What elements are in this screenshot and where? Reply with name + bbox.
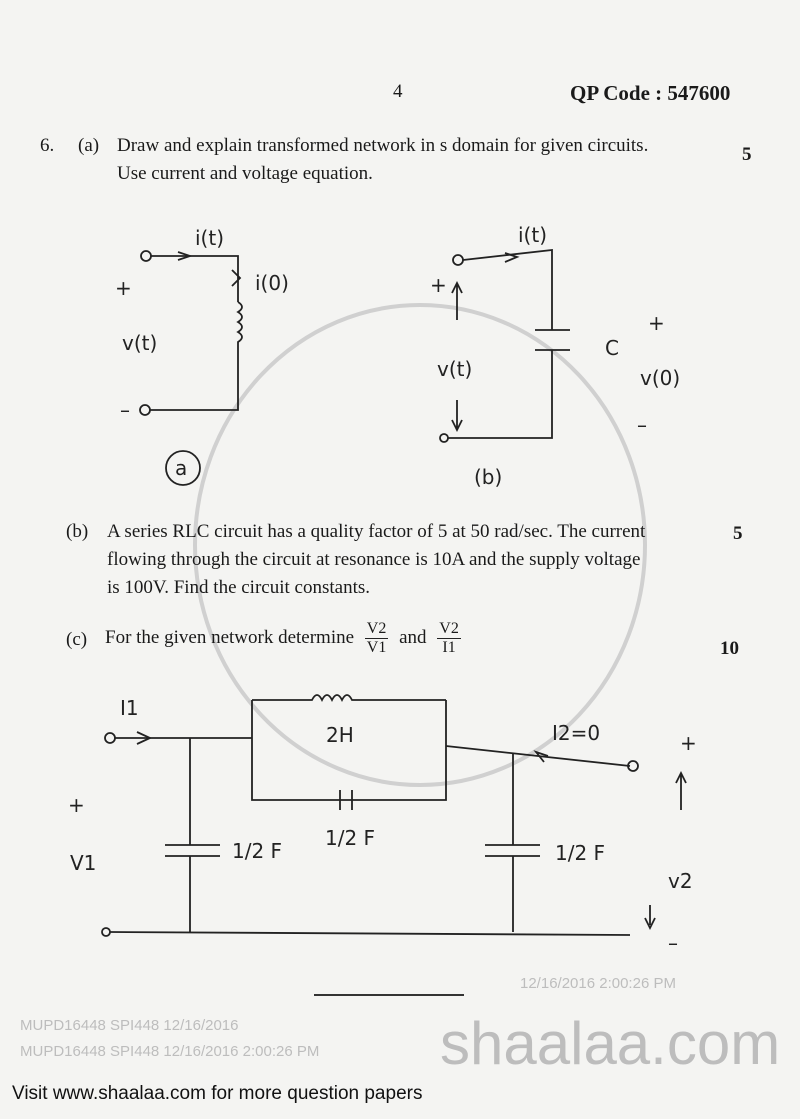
circuit-a-label: a [175, 456, 188, 480]
marks: 5 [733, 523, 743, 544]
label-cap-minus: – [637, 413, 647, 437]
page-number: 4 [393, 81, 403, 102]
question-text: Use current and voltage equation. [117, 163, 373, 184]
label-capacitor-2: 1/2 F [325, 826, 376, 850]
label-current: i(t) [518, 223, 548, 247]
marks: 5 [742, 144, 752, 165]
denominator: V1 [366, 639, 387, 656]
and-text: and [399, 626, 427, 648]
question-text: Draw and explain transformed network in s domain for given circuits. [117, 135, 649, 156]
watermark-stamp: 12/16/2016 2:00:26 PM [520, 975, 676, 992]
question-text-c [105, 620, 467, 657]
label-output-voltage: v2 [668, 869, 693, 893]
question-text: A series RLC circuit has a quality factor of 5 at 50 rad/sec. The current [107, 521, 646, 542]
watermark-stamp: MUPD16448 SPI448 12/16/2016 2:00:26 PM [20, 1043, 320, 1060]
fraction-v2-v1 [365, 620, 389, 657]
label-current: i(t) [195, 226, 225, 250]
part-label: (c) [66, 629, 88, 650]
watermark-stamp: MUPD16448 SPI448 12/16/2016 [20, 1017, 239, 1034]
label-plus: + [115, 276, 132, 300]
footer-text: Visit www.shaalaa.com for more question papers [12, 1083, 423, 1104]
label-cap-plus: + [648, 311, 665, 335]
circuit-b-label: (b) [474, 465, 503, 489]
label-initial-current: i(0) [255, 271, 289, 295]
part-label: (a) [78, 135, 100, 156]
marks: 10 [720, 638, 739, 659]
label-voltage: v(t) [122, 331, 158, 355]
label-plus-in: + [68, 793, 85, 817]
label-cap-voltage: v(0) [640, 366, 681, 390]
part-label: (b) [66, 521, 89, 542]
label-capacitor: C [605, 336, 619, 360]
label-plus-out: + [680, 731, 697, 755]
question-text: is 100V. Find the circuit constants. [107, 577, 370, 598]
label-plus: + [430, 273, 447, 297]
end-of-paper-line [314, 994, 464, 996]
question-number: 6. [40, 135, 55, 156]
qp-code: QP Code : 547600 [570, 81, 731, 105]
label-inductor: 2H [326, 723, 354, 747]
fraction-v2-i1 [437, 620, 461, 657]
watermark-site: shaalaa.com [440, 1010, 781, 1077]
circuit-diagram-a-b [0, 210, 800, 500]
label-output-current: I2=0 [552, 721, 601, 745]
label-input-voltage: V1 [70, 851, 97, 875]
numerator: V2 [439, 620, 459, 637]
label-voltage: v(t) [437, 357, 473, 381]
label-input-current: I1 [120, 696, 139, 720]
label-capacitor-1: 1/2 F [232, 839, 283, 863]
question-text: flowing through the circuit at resonance is 10A and the supply voltage [107, 549, 641, 570]
label-minus: – [120, 398, 130, 422]
label-minus-out: – [668, 931, 678, 955]
circuit-diagram-c [0, 670, 800, 970]
question-text: For the given network determine [105, 626, 355, 648]
denominator: I1 [442, 639, 456, 656]
label-capacitor-3: 1/2 F [555, 841, 606, 865]
numerator: V2 [366, 620, 387, 637]
